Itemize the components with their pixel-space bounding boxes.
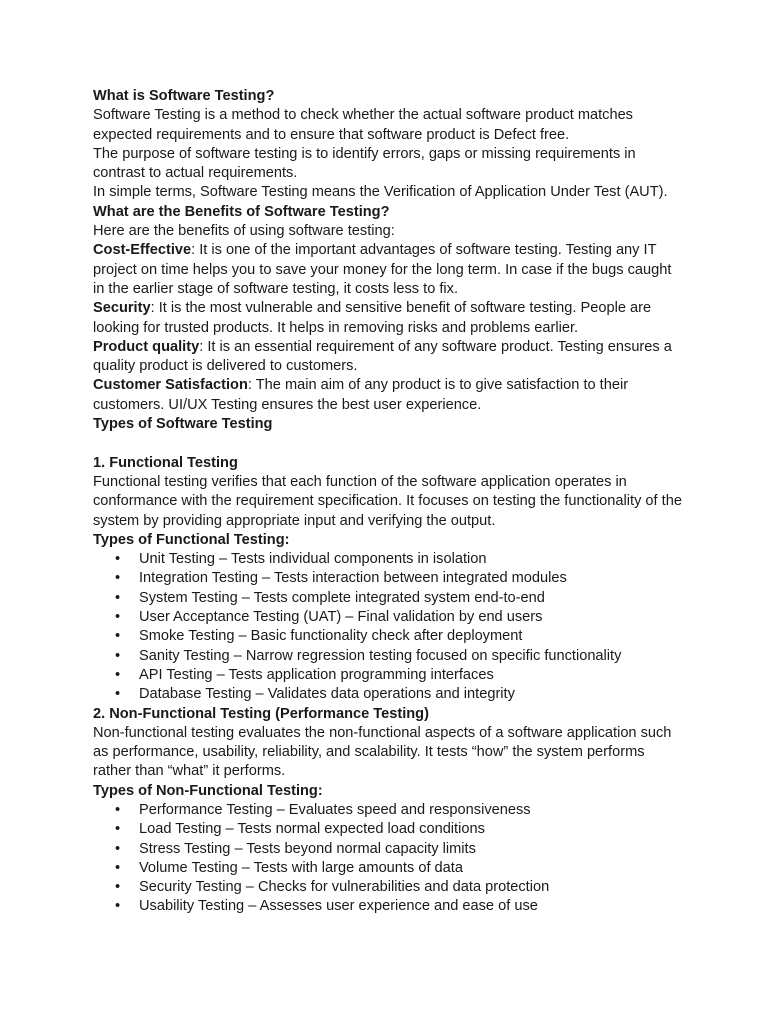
benefit-security bbox=[93, 299, 683, 338]
intro-paragraph-3: In simple terms, Software Testing means the Verification of Application Under Test (AUT). bbox=[93, 184, 668, 201]
benefit-customer-satisfaction bbox=[93, 376, 683, 415]
benefit-product-quality bbox=[93, 338, 683, 377]
heading-non-functional-testing: 2. Non-Functional Testing (Performance Testing) bbox=[93, 705, 429, 722]
heading-functional-types: Types of Functional Testing: bbox=[93, 531, 290, 548]
list-item: • Security Testing – Checks for vulnerabilities and data protection bbox=[93, 878, 683, 897]
list-item: • Integration Testing – Tests interaction between integrated modules bbox=[93, 569, 683, 588]
benefit-text: : It is an essential requirement of any software product. Testing ensures a quality product is delivered to customers. bbox=[93, 338, 672, 375]
non-functional-types-list bbox=[93, 801, 683, 917]
non-functional-description: Non-functional testing evaluates the non-functional aspects of a software application such as performance, usability, reliability, and scalability. It tests “how” the system performs rather than “what” it performs. bbox=[93, 724, 672, 780]
list-item: • System Testing – Tests complete integrated system end-to-end bbox=[93, 589, 683, 608]
list-item: • API Testing – Tests application programming interfaces bbox=[93, 666, 683, 685]
benefit-term: Security bbox=[93, 300, 151, 317]
intro-paragraph-2: The purpose of software testing is to identify errors, gaps or missing requirements in contrast to actual requirements. bbox=[93, 145, 636, 182]
list-item: • Volume Testing – Tests with large amounts of data bbox=[93, 859, 683, 878]
benefit-text: : It is one of the important advantages of software testing. Testing any IT project on time helps you to save your money for the long term. In case if the bugs caught in the earlier stage of software testing, it costs less to fix. bbox=[93, 242, 672, 297]
document-page bbox=[93, 87, 683, 917]
benefit-term: Product quality bbox=[93, 338, 200, 355]
list-item: • Smoke Testing – Basic functionality check after deployment bbox=[93, 627, 683, 646]
heading-non-functional-types: Types of Non-Functional Testing: bbox=[93, 782, 323, 799]
list-item: • Unit Testing – Tests individual components in isolation bbox=[93, 550, 683, 569]
benefits-lead: Here are the benefits of using software testing: bbox=[93, 223, 395, 240]
intro-paragraph-1: Software Testing is a method to check whether the actual software product matches expected requirements and to ensure that software product is Defect free. bbox=[93, 107, 633, 143]
list-item: • User Acceptance Testing (UAT) – Final validation by end users bbox=[93, 608, 683, 627]
list-item: • Sanity Testing – Narrow regression testing focused on specific functionality bbox=[93, 647, 683, 666]
list-item: • Stress Testing – Tests beyond normal capacity limits bbox=[93, 840, 683, 859]
benefit-term: Cost-Effective bbox=[93, 242, 192, 259]
benefit-text: : The main aim of any product is to give satisfaction to their customers. UI/UX Testing ensures the best user experience. bbox=[93, 377, 629, 413]
list-item: • Database Testing – Validates data operations and integrity bbox=[93, 685, 683, 704]
list-item: • Performance Testing – Evaluates speed and responsiveness bbox=[93, 801, 683, 820]
heading-types-of-testing: Types of Software Testing bbox=[93, 416, 273, 433]
heading-what-is-testing: What is Software Testing? bbox=[93, 88, 275, 104]
benefit-text: : It is the most vulnerable and sensitive benefit of software testing. People are looking for trusted products. It helps in removing risks and problems earlier. bbox=[93, 300, 652, 336]
functional-types-list bbox=[93, 550, 683, 704]
functional-description: Functional testing verifies that each function of the software application operates in conformance with the requirement specification. It focuses on testing the functionality of the system by providing appropriate input and verifying the output. bbox=[93, 473, 682, 529]
list-item: • Load Testing – Tests normal expected load conditions bbox=[93, 820, 683, 839]
blank-line bbox=[93, 434, 683, 453]
list-item: • Usability Testing – Assesses user experience and ease of use bbox=[93, 897, 683, 916]
benefit-cost-effective bbox=[93, 241, 683, 299]
heading-functional-testing: 1. Functional Testing bbox=[93, 454, 238, 471]
benefit-term: Customer Satisfaction bbox=[93, 377, 248, 394]
heading-benefits: What are the Benefits of Software Testing? bbox=[93, 203, 390, 220]
